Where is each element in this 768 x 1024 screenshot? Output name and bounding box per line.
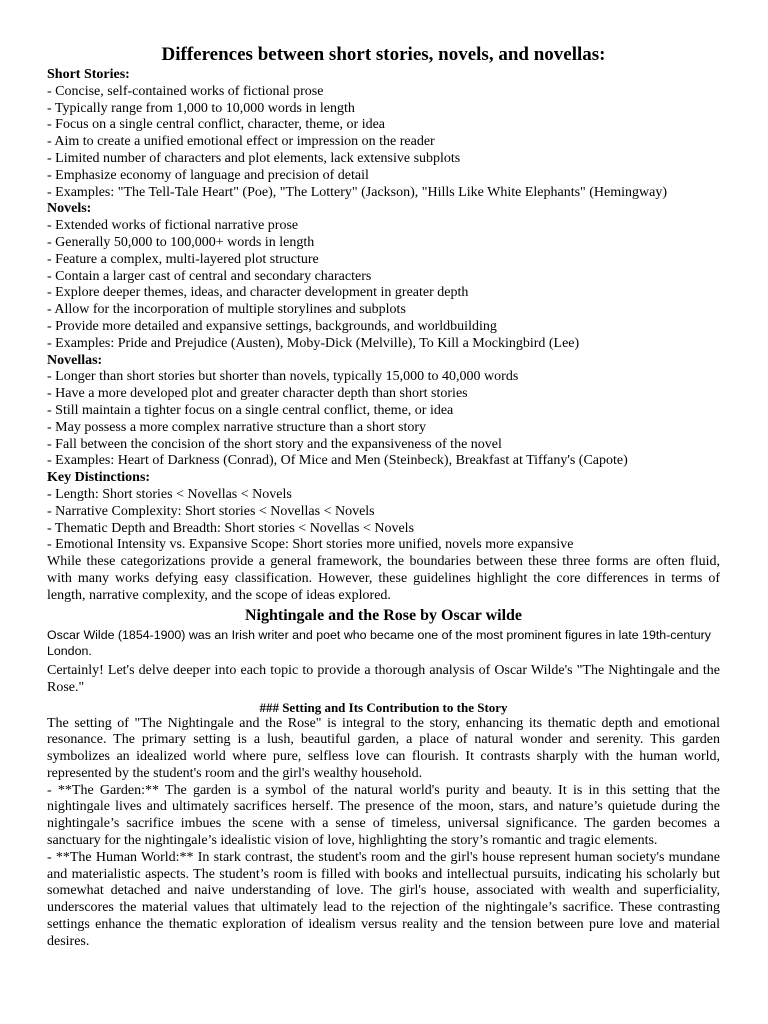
document-title: Differences between short stories, novels, and novellas:	[161, 44, 606, 65]
list-item: - Have a more developed plot and greater character depth than short stories	[47, 386, 468, 402]
section-heading: Novellas:	[47, 352, 103, 368]
list-item: - Provide more detailed and expansive settings, backgrounds, and worldbuilding	[47, 318, 497, 334]
nightingale-title: Nightingale and the Rose by Oscar wilde	[244, 606, 523, 624]
list-item: - Feature a complex, multi-layered plot structure	[47, 251, 319, 267]
list-item: - Length: Short stories < Novellas < Novels	[47, 486, 292, 502]
list-item: - Still maintain a tighter focus on a single central conflict, theme, or idea	[47, 402, 454, 418]
list-item: - Examples: Pride and Prejudice (Austen), Moby-Dick (Melville), To Kill a Mockingbird (Lee)	[47, 335, 580, 351]
document	[47, 42, 720, 951]
list-item: - Examples: Heart of Darkness (Conrad), Of Mice and Men (Steinbeck), Breakfast at Tiffany's (Capote)	[47, 453, 628, 469]
key-distinctions-section	[47, 470, 720, 554]
list-item: - Concise, self-contained works of fictional prose	[47, 83, 324, 99]
list-item: - Emphasize economy of language and precision of detail	[47, 167, 369, 183]
section-heading: Key Distinctions:	[47, 470, 151, 486]
list-item: - Examples: "The Tell-Tale Heart" (Poe), "The Lottery" (Jackson), "Hills Like White Elephants" (Hemingway)	[47, 184, 668, 200]
list-item: - Emotional Intensity vs. Expansive Scope: Short stories more unified, novels more expansive	[47, 537, 574, 553]
garden-paragraph: - **The Garden:** The garden is a symbol of the natural world's purity and beauty. It is in this setting that the nightingale lives and ultimately sacrifices herself. The presence of the moon, stars, and nature’s quietude during the nightingale’s sacrifice imbues the scene with a sense of timeless, universal significance. The garden becomes a sanctuary for the nightingale’s idealistic vision of love, highlighting the story’s romantic and tragic elements.	[47, 782, 720, 849]
novels-section	[47, 201, 720, 352]
novellas-section	[47, 353, 720, 471]
short-stories-section	[47, 67, 720, 201]
analysis-intro: Certainly! Let's delve deeper into each topic to provide a thorough analysis of Oscar Wilde's "The Nightingale and the Rose."	[47, 662, 720, 695]
conclusion-paragraph: While these categorizations provide a general framework, the boundaries between these three forms are often fluid, with many works defying easy classification. However, these guidelines highlight the core differences in terms of length, narrative complexity, and the scope of ideas explored.	[47, 554, 720, 603]
list-item: - Allow for the incorporation of multiple storylines and subplots	[47, 302, 406, 318]
list-item: - May possess a more complex narrative structure than a short story	[47, 419, 427, 435]
section-heading: Novels:	[47, 201, 92, 217]
list-item: - Thematic Depth and Breadth: Short stories < Novellas < Novels	[47, 520, 415, 536]
list-item: - Limited number of characters and plot elements, lack extensive subplots	[47, 150, 461, 166]
list-item: - Fall between the concision of the short story and the expansiveness of the novel	[47, 436, 502, 452]
list-item: - Typically range from 1,000 to 10,000 words in length	[47, 100, 355, 116]
section-heading: Short Stories:	[47, 67, 130, 82]
list-item: - Extended works of fictional narrative prose	[47, 218, 299, 234]
list-item: - Contain a larger cast of central and secondary characters	[47, 268, 372, 284]
list-item: - Generally 50,000 to 100,000+ words in length	[47, 234, 315, 250]
human-world-paragraph: - **The Human World:** In stark contrast, the student's room and the girl's house represent human society's mundane and materialistic aspects. The student’s room is filled with books and intellectual pursuits, indicating his scholarly but somewhat detached and naive understanding of love. The girl's house, associated with wealth and superficiality, underscores the material values that ultimately lead to the rejection of the nightingale’s sacrifice. These contrasting settings enhance the thematic exploration of idealism versus reality and the tension between pure love and material desires.	[47, 849, 720, 949]
list-item: - Focus on a single central conflict, character, theme, or idea	[47, 117, 386, 133]
setting-subheading: ### Setting and Its Contribution to the Story	[259, 699, 508, 715]
list-item: - Aim to create a unified emotional effect or impression on the reader	[47, 134, 435, 150]
setting-paragraph: The setting of "The Nightingale and the Rose" is integral to the story, enhancing its thematic depth and emotional resonance. The primary setting is a lush, beautiful garden, a place of natural wonder and serenity. This garden symbolizes an idealized world where pure, selfless love can flourish. It contrasts sharply with the human world, represented by the student's room and the girl's wealthy household.	[47, 715, 720, 781]
list-item: - Longer than short stories but shorter than novels, typically 15,000 to 40,000 words	[47, 369, 519, 385]
author-intro: Oscar Wilde (1854-1900) was an Irish writer and poet who became one of the most prominent figures in late 19th-century London.	[47, 627, 711, 658]
list-item: - Explore deeper themes, ideas, and character development in greater depth	[47, 285, 469, 301]
list-item: - Narrative Complexity: Short stories < Novellas < Novels	[47, 503, 375, 519]
